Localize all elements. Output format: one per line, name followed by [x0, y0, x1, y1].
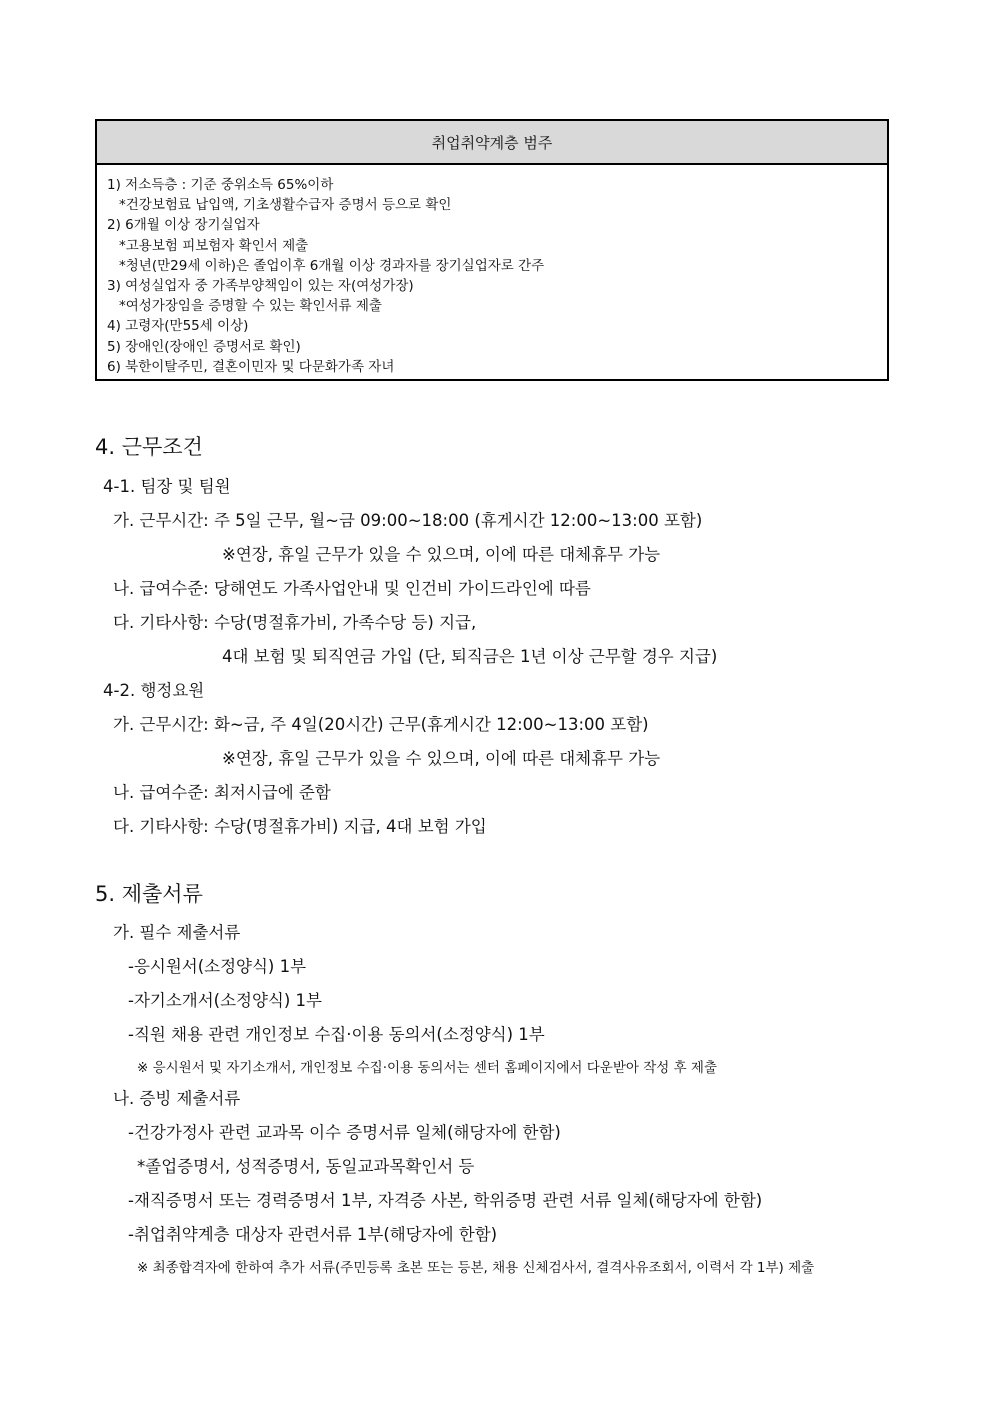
vulnerable-line: 1) 저소득층 : 기준 중위소득 65%이하 [107, 177, 334, 193]
vulnerable-line: *고용보험 피보험자 확인서 제출 [119, 237, 309, 254]
required-doc-item: -응시원서(소정양식) 1부 [128, 957, 307, 976]
vulnerable-line: *여성가장임을 증명할 수 있는 확인서류 제출 [119, 298, 382, 315]
s42-hours-note: ※연장, 휴일 근무가 있을 수 있으며, 이에 따른 대체휴무 가능 [222, 749, 661, 768]
subsection-4-1-title: 4-1. 팀장 및 팀원 [103, 477, 231, 496]
required-docs-note: ※ 응시원서 및 자기소개서, 개인정보 수집·이용 동의서는 센터 홈페이지에서 다운받아 작성 후 제출 [137, 1060, 717, 1076]
s41-pay: 나. 급여수준: 당해연도 가족사업안내 및 인건비 가이드라인에 따름 [113, 579, 591, 598]
s42-etc: 다. 기타사항: 수당(명절휴가비) 지급, 4대 보험 가입 [113, 817, 487, 836]
required-docs-title: 가. 필수 제출서류 [113, 923, 241, 942]
vulnerable-group-box [95, 119, 889, 381]
proof-doc-item-note: *졸업증명서, 성적증명서, 동일교과목확인서 등 [137, 1157, 475, 1176]
vulnerable-line: 5) 장애인(장애인 증명서로 확인) [107, 338, 301, 355]
required-doc-item: -자기소개서(소정양식) 1부 [128, 991, 322, 1010]
subsection-4-2-title: 4-2. 행정요원 [103, 681, 205, 700]
vulnerable-line: *청년(만29세 이하)은 졸업이후 6개월 이상 경과자를 장기실업자로 간주 [119, 257, 545, 274]
section5-title: 5. 제출서류 [95, 882, 203, 906]
s41-etc: 다. 기타사항: 수당(명절휴가비, 가족수당 등) 지급, [113, 613, 477, 632]
proof-doc-item: -취업취약계층 대상자 관련서류 1부(해당자에 한함) [128, 1225, 498, 1244]
s41-hours-note: ※연장, 휴일 근무가 있을 수 있으며, 이에 따른 대체휴무 가능 [222, 545, 661, 564]
proof-doc-item: -건강가정사 관련 교과목 이수 증명서류 일체(해당자에 한함) [128, 1123, 561, 1142]
s41-etc2: 4대 보험 및 퇴직연금 가입 (단, 퇴직금은 1년 이상 근무할 경우 지급) [222, 647, 718, 666]
proof-docs-title: 나. 증빙 제출서류 [113, 1089, 241, 1108]
vulnerable-group-title: 취업취약계층 범주 [97, 121, 887, 165]
final-docs-note: ※ 최종합격자에 한하여 추가 서류(주민등록 초본 또는 등본, 채용 신체검사서, 결격사유조회서, 이력서 각 1부) 제출 [137, 1260, 815, 1276]
vulnerable-line: 2) 6개월 이상 장기실업자 [107, 217, 260, 234]
section4-title: 4. 근무조건 [95, 435, 203, 459]
proof-doc-item: -재직증명서 또는 경력증명서 1부, 자격증 사본, 학위증명 관련 서류 일체(해당자에 한함) [128, 1191, 763, 1210]
vulnerable-line: *건강보험료 납입액, 기초생활수급자 증명서 등으로 확인 [119, 197, 452, 214]
s42-hours: 가. 근무시간: 화~금, 주 4일(20시간) 근무(휴게시간 12:00~13:00 포함) [113, 715, 649, 734]
required-doc-item: -직원 채용 관련 개인정보 수집·이용 동의서(소정양식) 1부 [128, 1025, 545, 1044]
s42-pay: 나. 급여수준: 최저시급에 준함 [113, 783, 331, 802]
vulnerable-line: 6) 북한이탈주민, 결혼이민자 및 다문화가족 자녀 [107, 358, 395, 375]
vulnerable-line: 4) 고령자(만55세 이상) [107, 318, 249, 335]
vulnerable-line: 3) 여성실업자 중 가족부양책임이 있는 자(여성가장) [107, 278, 414, 295]
s41-hours: 가. 근무시간: 주 5일 근무, 월~금 09:00~18:00 (휴게시간 12:00~13:00 포함) [113, 511, 703, 530]
vulnerable-group-list [97, 165, 887, 377]
